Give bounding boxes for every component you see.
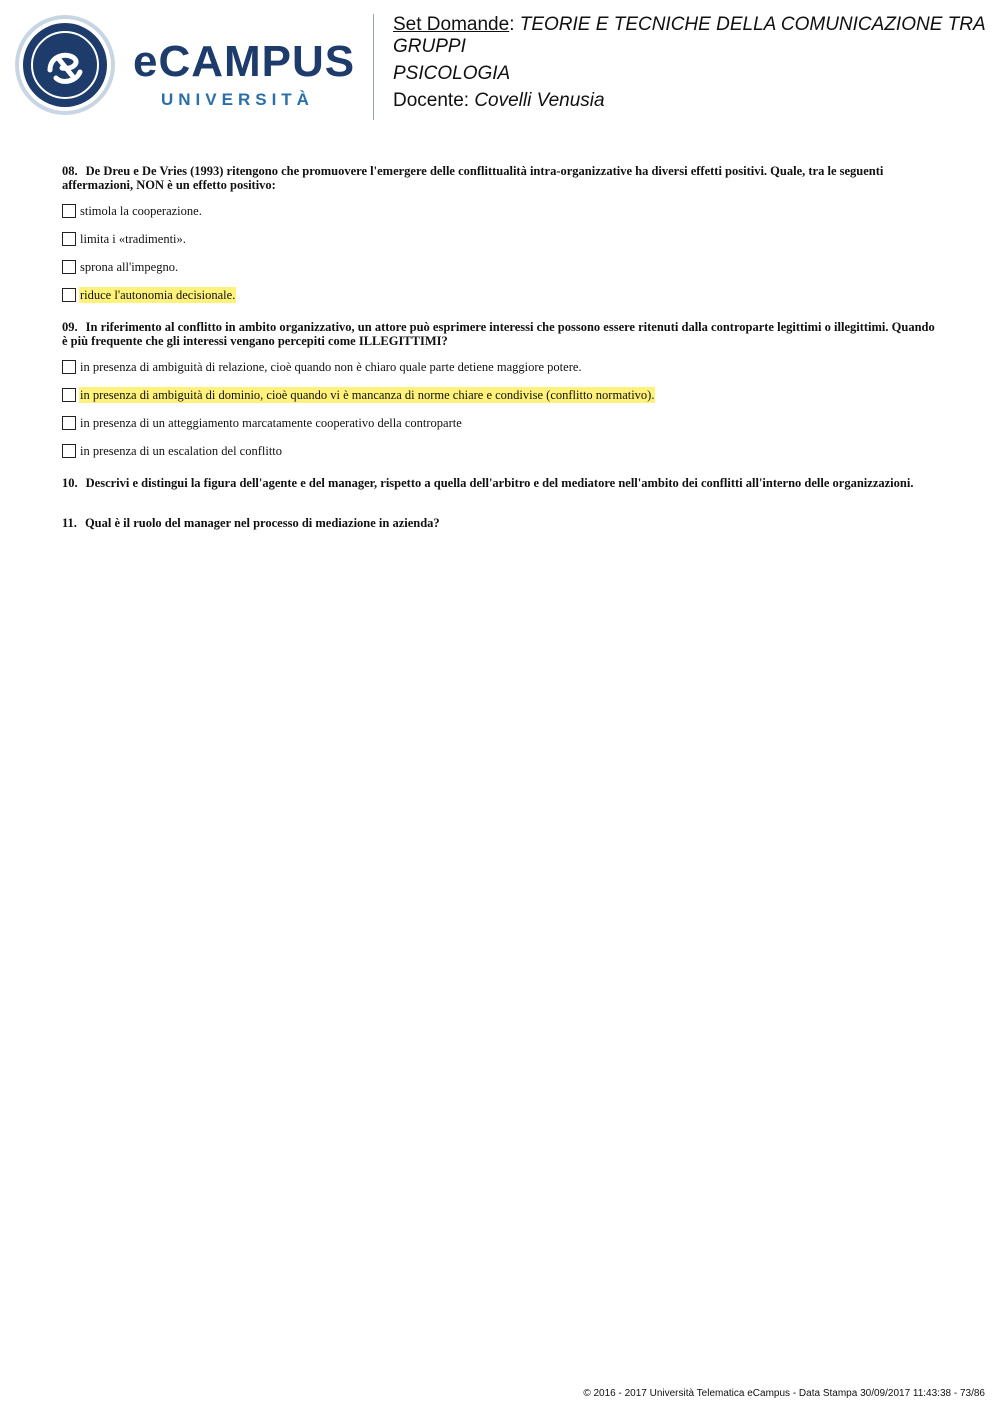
question-number: 09. bbox=[62, 320, 78, 334]
answer-option[interactable] bbox=[62, 386, 942, 404]
answer-option[interactable] bbox=[62, 358, 942, 376]
answer-checkbox[interactable] bbox=[62, 204, 76, 218]
answer-checkbox[interactable] bbox=[62, 416, 76, 430]
answer-option[interactable] bbox=[62, 258, 942, 276]
ecampus-wordmark bbox=[133, 37, 356, 114]
answer-checkbox[interactable] bbox=[62, 444, 76, 458]
question-number: 08. bbox=[62, 164, 78, 178]
answer-checkbox[interactable] bbox=[62, 360, 76, 374]
page-footer: © 2016 - 2017 Università Telematica eCampus - Data Stampa 30/09/2017 11:43:38 - 73/86 bbox=[583, 1388, 985, 1399]
set-colon: : bbox=[509, 14, 520, 35]
question-body: Qual è il ruolo del manager nel processo di mediazione in azienda? bbox=[84, 516, 440, 530]
answer-text: stimola la cooperazione. bbox=[80, 204, 202, 218]
question-08 bbox=[62, 164, 942, 304]
logo-sub-text: UNIVERSITÀ bbox=[161, 90, 314, 109]
questions-content bbox=[62, 164, 942, 556]
answer-option[interactable] bbox=[62, 414, 942, 432]
course-name: PSICOLOGIA bbox=[393, 63, 511, 84]
question-text bbox=[62, 320, 942, 348]
question-number: 11. bbox=[62, 516, 77, 530]
answer-text: sprona all'impegno. bbox=[80, 260, 179, 274]
set-title: TEORIE E TECNICHE DELLA COMUNICAZIONE TRA GRUPPI bbox=[393, 14, 985, 57]
question-body: Descrivi e distingui la figura dell'agente e del manager, rispetto a quella dell'arbitro e del mediatore nell'ambito dei conflitti all'interno delle organizzazioni. bbox=[85, 476, 914, 490]
answer-checkbox[interactable] bbox=[62, 388, 76, 402]
ecampus-seal-logo bbox=[14, 14, 116, 116]
docente-name: Covelli Venusia bbox=[474, 90, 605, 111]
answer-checkbox[interactable] bbox=[62, 232, 76, 246]
answer-checkbox[interactable] bbox=[62, 288, 76, 302]
answer-text-highlighted: riduce l'autonomia decisionale. bbox=[80, 288, 236, 302]
answer-option[interactable] bbox=[62, 286, 942, 304]
open-question-11 bbox=[62, 516, 942, 530]
answer-text: in presenza di ambiguità di relazione, cioè quando non è chiaro quale parte detiene maggiore potere. bbox=[80, 360, 582, 374]
question-09 bbox=[62, 320, 942, 460]
header-info bbox=[393, 14, 993, 112]
question-body: De Dreu e De Vries (1993) ritengono che promuovere l'emergere delle conflittualità intra-organizzative ha diversi effetti positivi. Quale, tra le seguenti affermazioni, NON è un effetto positivo: bbox=[62, 164, 884, 192]
question-body: In riferimento al conflitto in ambito organizzativo, un attore può esprimere interessi che possono essere ritenuti dalla controparte legittimi o illegittimi. Quando è più frequente che gli interessi vengano percepiti come ILLEGITTIMI? bbox=[62, 320, 935, 348]
header-divider bbox=[373, 14, 374, 120]
page-header bbox=[0, 0, 1000, 130]
open-question-10 bbox=[62, 476, 942, 490]
logo-brand-text: eCAMPUS bbox=[133, 37, 356, 86]
set-title-line bbox=[393, 14, 993, 58]
answer-text-highlighted: in presenza di ambiguità di dominio, cioè quando vi è mancanza di norme chiare e condivise (conflitto normativo). bbox=[80, 388, 655, 402]
answer-option[interactable] bbox=[62, 230, 942, 248]
question-number: 10. bbox=[62, 476, 78, 490]
answer-text: in presenza di un escalation del conflitto bbox=[80, 444, 283, 458]
docente-label: Docente: bbox=[393, 90, 475, 111]
answer-checkbox[interactable] bbox=[62, 260, 76, 274]
answer-option[interactable] bbox=[62, 442, 942, 460]
question-text bbox=[62, 164, 942, 192]
set-label: Set Domande bbox=[393, 14, 510, 35]
answer-option[interactable] bbox=[62, 202, 942, 220]
answer-text: limita i «tradimenti». bbox=[80, 232, 186, 246]
docente-line bbox=[393, 90, 993, 112]
answer-text: in presenza di un atteggiamento marcatamente cooperativo della controparte bbox=[80, 416, 462, 430]
